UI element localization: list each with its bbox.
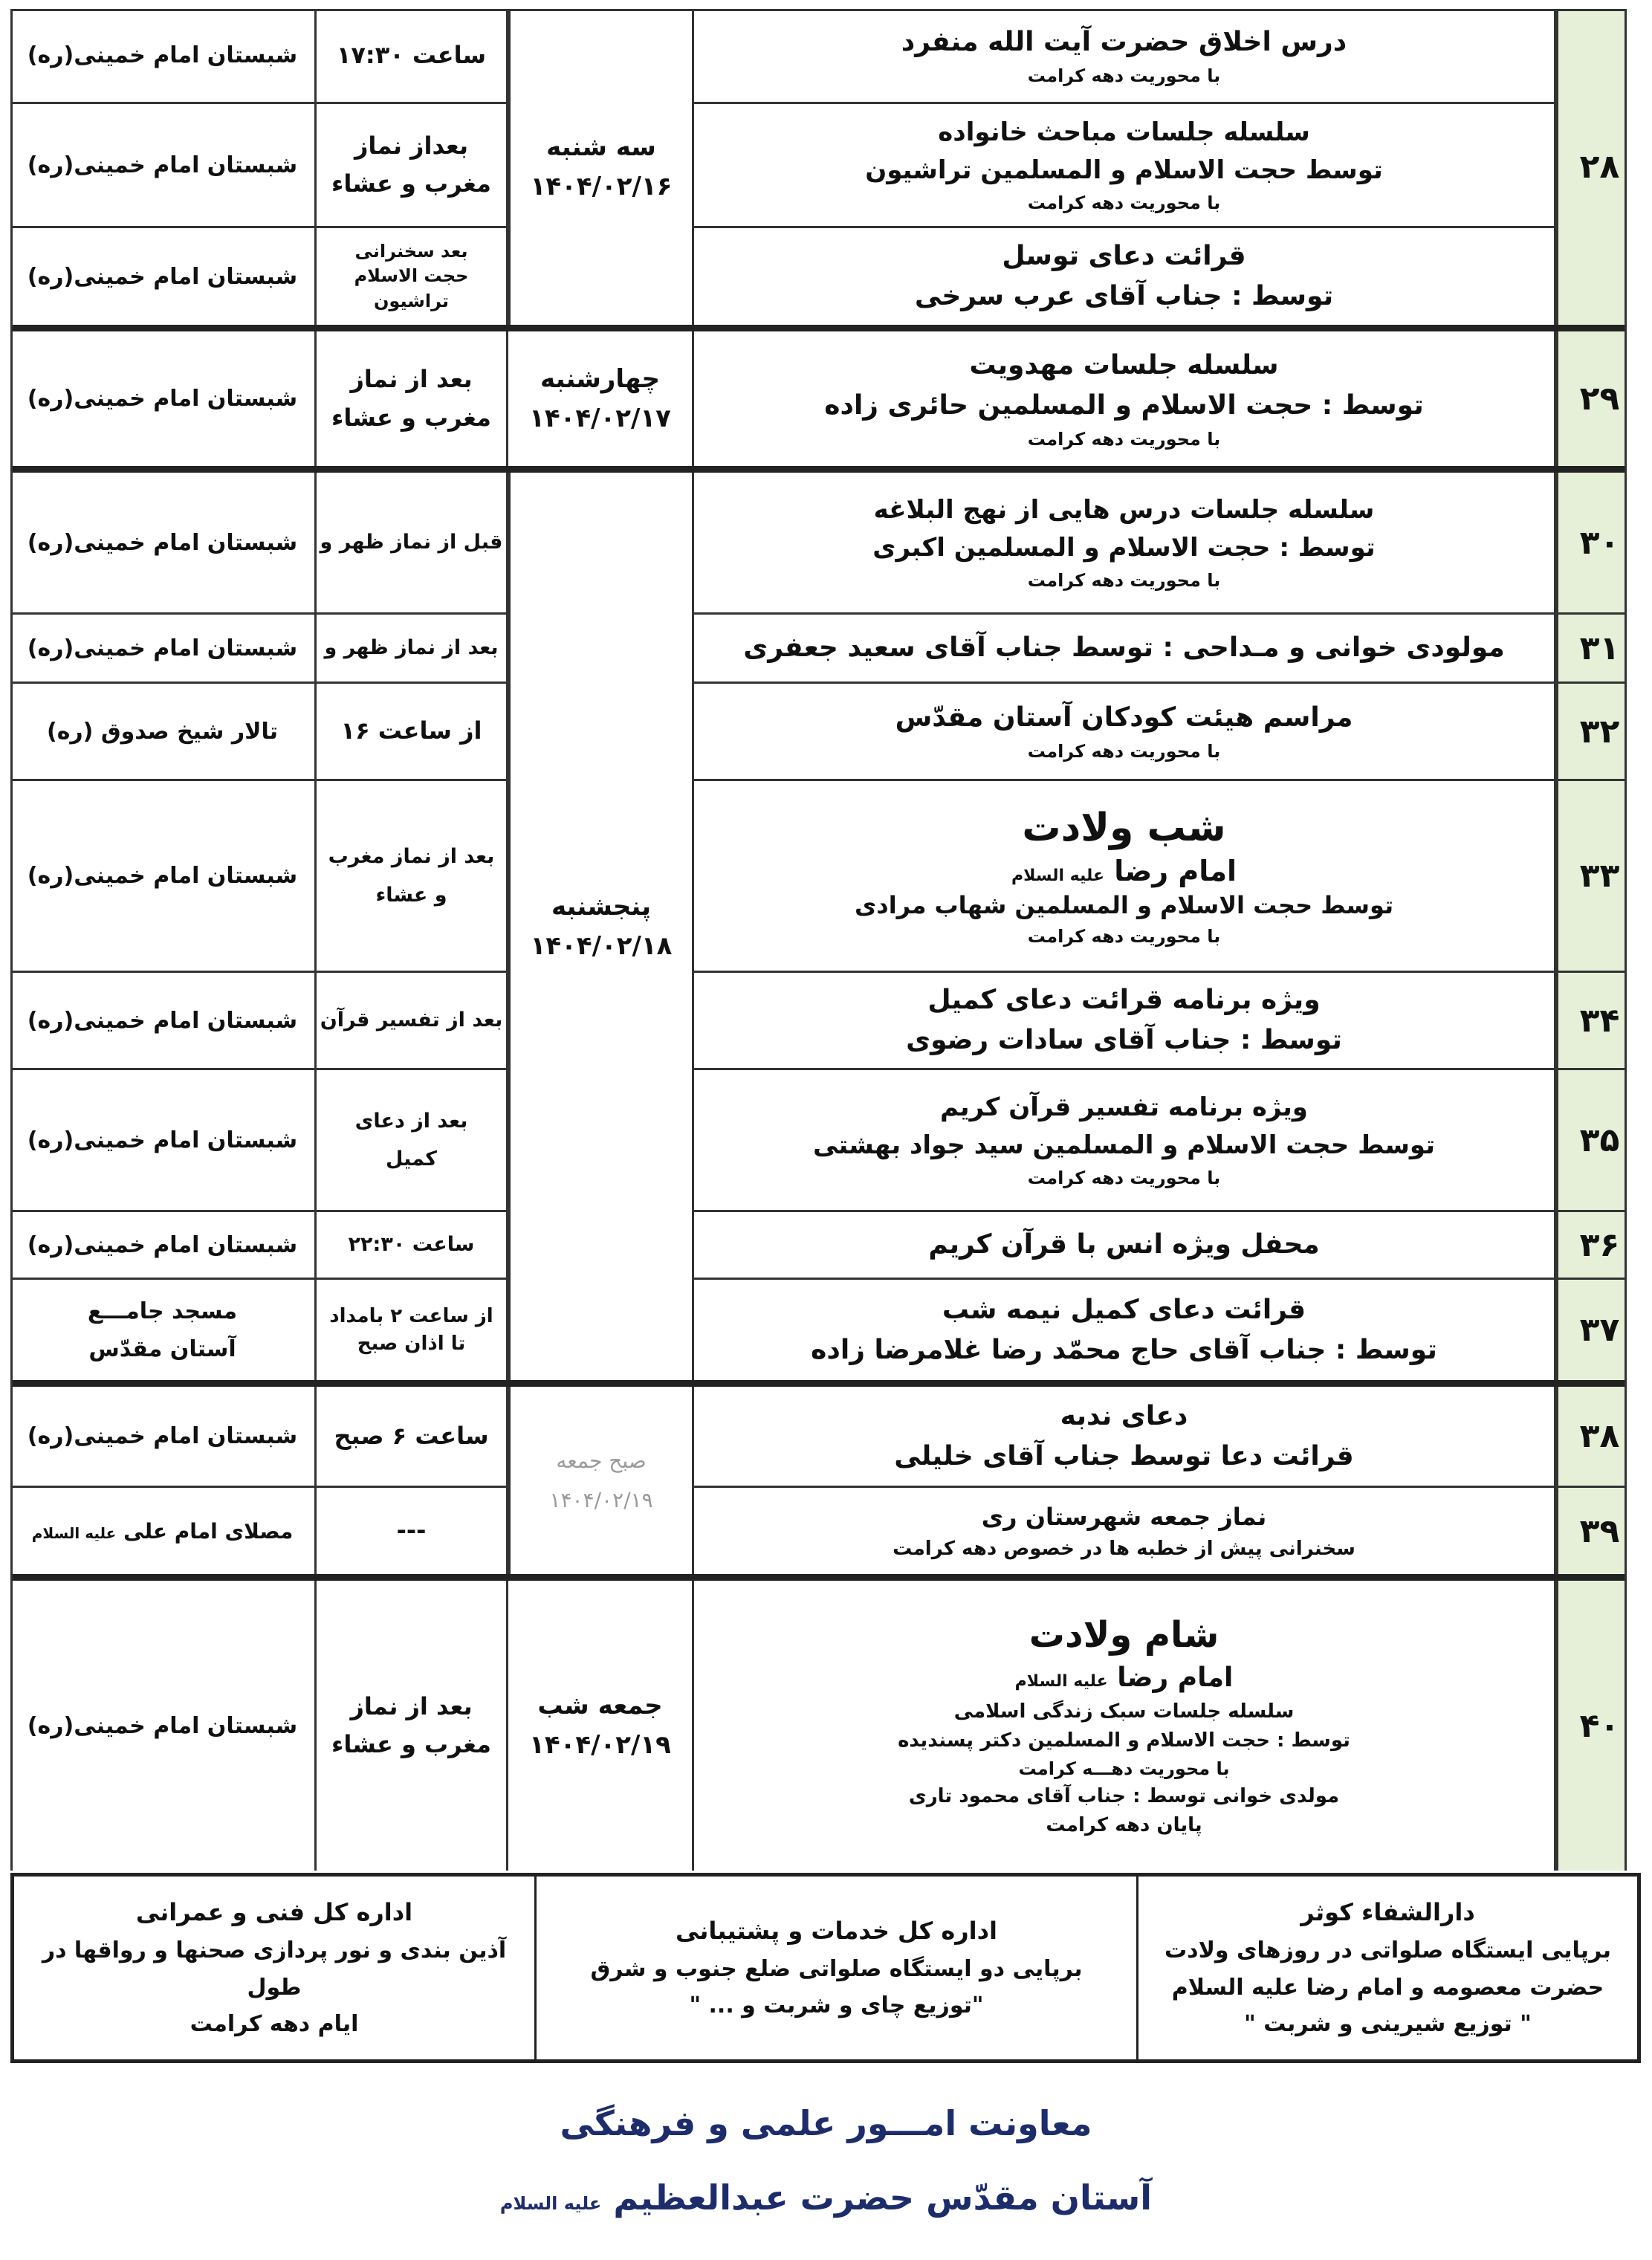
time-cell: [317, 1280, 508, 1380]
place-text: مصلای امام علی: [123, 1518, 294, 1544]
footer-line: برپایی دو ایستگاه صلواتی ضلع جنوب و شرق: [590, 1955, 1083, 1982]
day-name: جمعه شب: [537, 1691, 663, 1721]
table-row: [10, 228, 1641, 331]
event-title-cell: [694, 684, 1556, 779]
table-row: [10, 1280, 1641, 1387]
event-speaker: توسط : جناب آقای عرب سرخی: [914, 281, 1334, 311]
footer-line: ایام دهه کرامت: [190, 2011, 359, 2038]
place-text: شبستان امام خمینی(ره): [27, 1231, 298, 1258]
event-speaker: توسط : حجت الاسلام و المسلمین اکبری: [872, 533, 1376, 563]
day-name: صبح جمعه: [556, 1448, 647, 1473]
place-cell: [10, 1581, 317, 1871]
event-title: مولودی خوانی و مـداحی : توسط جناب آقای سعید جعفری: [743, 632, 1505, 663]
time-text: ساعت ۶ صبح: [334, 1421, 489, 1450]
table-row: [10, 1387, 1641, 1488]
time-cell: [317, 1387, 508, 1486]
right-margin: [1625, 9, 1641, 1871]
time-text: و عشاء: [375, 883, 447, 907]
place-text: شبستان امام خمینی(ره): [27, 152, 298, 178]
event-speaker: توسط : حجت الاسلام و المسلمین حائری زاده: [824, 389, 1424, 421]
honorific-text: علیه السلام: [31, 1524, 117, 1542]
table-row: [10, 1488, 1641, 1581]
footer-line: آذین بندی و نور پردازی صحنها و رواقها در طول: [42, 1937, 507, 2001]
time-cell: [317, 1488, 508, 1574]
event-speaker: توسط حجت الاسلام و المسلمین سید جواد بهشتی: [813, 1130, 1435, 1160]
place-cell: [10, 228, 317, 325]
event-subtitle: [1015, 1660, 1234, 1697]
footer-heading: اداره کل فنی و عمرانی: [135, 1898, 413, 1927]
table-row: [10, 331, 1641, 473]
event-detail: سلسله جلسات سبک زندگی اسلامی: [953, 1700, 1295, 1723]
footer-unit-services: [534, 1877, 1138, 2059]
place-text: شبستان امام خمینی(ره): [27, 1127, 298, 1153]
place-cell: [10, 615, 317, 681]
event-note: با محوریت دهه کرامت: [1027, 570, 1221, 591]
time-cell: [317, 973, 508, 1068]
footer-box: [10, 1873, 1641, 2063]
day-date: ۱۴۰۴/۰۲/۱۶: [530, 171, 673, 201]
event-title: درس اخلاق حضرت آیت الله منفرد: [901, 26, 1347, 57]
place-text: شبستان امام خمینی(ره): [27, 635, 298, 661]
time-cell: [317, 781, 508, 971]
event-speaker: توسط : جناب آقای سادات رضوی: [906, 1025, 1342, 1055]
day-cell: [508, 331, 694, 466]
day-date: ۱۴۰۴/۰۲/۱۷: [529, 403, 671, 433]
time-cell: [317, 331, 508, 466]
event-title-cell: [694, 973, 1556, 1068]
time-text: مغرب و عشاء: [331, 1730, 491, 1758]
event-title-cell: [694, 104, 1556, 226]
day-name: پنجشنبه: [551, 891, 652, 922]
footer-heading: دارالشفاء کوثر: [1300, 1898, 1475, 1927]
event-title: سلسله جلسات درس هایی از نهج البلاغه: [873, 495, 1375, 525]
row-number-text: ۳۱: [1579, 629, 1620, 667]
event-title: شام ولادت: [1029, 1614, 1219, 1657]
schedule-table: [10, 9, 1641, 1871]
day-date: ۱۴۰۴/۰۲/۱۹: [529, 1730, 671, 1760]
honorific-text: علیه السلام: [1011, 866, 1105, 885]
time-text: ساعت ۱۷:۳۰: [336, 40, 487, 69]
event-title-cell: [694, 473, 1556, 612]
event-note: با محوریت دهه کرامت: [1027, 428, 1221, 450]
signature-org: آستان مقدّس حضرت عبدالعظیم: [613, 2178, 1153, 2218]
table-row: [10, 1070, 1641, 1212]
table-row: [10, 781, 1641, 973]
event-title-cell: [694, 1070, 1556, 1210]
time-cell: [317, 228, 508, 325]
event-title-cell: [694, 1212, 1556, 1278]
time-text: بعد از نماز: [350, 1691, 473, 1720]
place-cell: [10, 1280, 317, 1380]
table-row: [10, 9, 1641, 104]
time-text: مغرب و عشاء: [331, 403, 491, 432]
event-speaker: قرائت دعا توسط جناب آقای خلیلی: [894, 1440, 1354, 1471]
time-text: بعد از نماز ظهر و: [324, 636, 499, 660]
event-detail: پایان دهه کرامت: [1046, 1813, 1202, 1836]
event-title-cell: [694, 781, 1556, 971]
time-cell: [317, 473, 508, 612]
table-row: [10, 473, 1641, 615]
time-text: حجت الاسلام تراشیون: [354, 265, 469, 311]
row-number-text: ۳۵: [1579, 1121, 1620, 1159]
event-title: دعای ندبه: [1060, 1400, 1188, 1431]
place-cell: [10, 973, 317, 1068]
place-cell: [10, 1070, 317, 1210]
time-cell: [317, 1212, 508, 1278]
event-title: ویژه برنامه قرائت دعای کمیل: [927, 985, 1321, 1015]
place-cell: [10, 473, 317, 612]
event-title-cell: [694, 1280, 1556, 1380]
event-note: با محوریت دهه کرامت: [1027, 925, 1221, 947]
row-number-text: ۳۴: [1579, 1001, 1620, 1040]
place-text: شبستان امام خمینی(ره): [27, 863, 298, 889]
time-text: کمیل: [386, 1147, 437, 1171]
place-cell: [10, 104, 317, 226]
row-number-text: ۳۰: [1579, 523, 1620, 562]
event-note: با محوریت دهه کرامت: [1027, 192, 1221, 213]
row-number-text: ۳۷: [1579, 1311, 1620, 1349]
place-text: شبستان امام خمینی(ره): [27, 263, 298, 290]
event-title: مراسم هیئت کودکان آستان مقدّس: [895, 702, 1353, 733]
row-number-text: ۳۳: [1579, 857, 1620, 895]
time-cell: [317, 104, 508, 226]
place-text: شبستان امام خمینی(ره): [27, 529, 298, 556]
event-speaker: توسط حجت الاسلام و المسلمین تراشیون: [865, 155, 1383, 185]
table-row: [10, 973, 1641, 1070]
time-text: بعد سخنرانی: [354, 240, 468, 262]
signature-line2: [0, 2178, 1652, 2218]
place-cell: [10, 781, 317, 971]
day-cell: [508, 9, 694, 325]
event-title-cell: [694, 1581, 1556, 1871]
signature-honorific: علیه السلام: [499, 2193, 602, 2214]
event-title-cell: [694, 615, 1556, 681]
footer-unit-technical: [14, 1877, 534, 2059]
footer-unit-kowsar: [1138, 1877, 1637, 2059]
place-cell: [10, 9, 317, 102]
day-name: چهارشنبه: [540, 363, 661, 394]
time-cell: [317, 9, 508, 102]
place-cell: [10, 1387, 317, 1486]
event-note: با محوریت دهه کرامت: [1027, 65, 1221, 86]
place-text: شبستان امام خمینی(ره): [27, 42, 298, 68]
subtitle-text: امام رضا: [1117, 1662, 1234, 1694]
event-title: ویژه برنامه تفسیر قرآن کریم: [940, 1092, 1308, 1122]
time-text: ---: [396, 1516, 427, 1545]
table-row: [10, 684, 1641, 781]
event-speaker: توسط حجت الاسلام و المسلمین شهاب مرادی: [854, 890, 1394, 919]
event-title: قرائت دعای کمیل نیمه شب: [942, 1294, 1306, 1325]
event-note: با محوریت دهـــه کرامت: [1018, 1758, 1230, 1779]
time-text: از ساعت ۱۶: [340, 716, 482, 745]
day-date: ۱۴۰۴/۰۲/۱۹: [549, 1488, 653, 1512]
event-title: محفل ویژه انس با قرآن کریم: [928, 1229, 1320, 1260]
time-text: بعد از دعای: [354, 1109, 468, 1133]
time-cell: [317, 1070, 508, 1210]
day-cell: [508, 473, 694, 1380]
time-text: بعد از تفسیر قرآن: [320, 1008, 503, 1032]
table-row: [10, 615, 1641, 684]
event-note: سخنرانی پیش از خطبه ها در خصوص دهه کرامت: [893, 1537, 1355, 1560]
row-number-text: ۳۶: [1579, 1225, 1620, 1264]
time-text: بعداز نماز: [354, 131, 468, 160]
time-text: تا اذان صبح: [357, 1332, 466, 1355]
place-text: شبستان امام خمینی(ره): [27, 1712, 298, 1739]
place-cell: [10, 1488, 317, 1574]
day-date: ۱۴۰۴/۰۲/۱۸: [530, 930, 673, 961]
time-text: قبل از نماز ظهر و: [320, 531, 503, 554]
event-note: با محوریت دهه کرامت: [1027, 741, 1221, 762]
time-text: بعد از نماز مغرب: [328, 845, 495, 869]
event-detail: مولدی خوانی توسط : جناب آقای محمود تاری: [908, 1784, 1340, 1807]
day-name: سه شنبه: [546, 132, 656, 162]
day-cell: [508, 1387, 694, 1574]
time-text: از ساعت ۲ بامداد: [329, 1305, 493, 1328]
event-title-cell: [694, 228, 1556, 325]
footer-line: برپایی ایستگاه صلواتی در روزهای ولادت: [1165, 1937, 1611, 1964]
row-number-text: ۴۰: [1579, 1706, 1620, 1745]
event-speaker: توسط : حجت الاسلام و المسلمین دکتر پسندیده: [898, 1729, 1350, 1752]
time-text: بعد از نماز: [350, 365, 473, 394]
event-title: نماز جمعه شهرستان ری: [981, 1502, 1267, 1531]
time-text: ساعت ۲۲:۳۰: [348, 1233, 475, 1257]
footer-heading: اداره کل خدمات و پشتیبانی: [676, 1917, 997, 1946]
signature-line1: معاونت امـــور علمی و فرهنگی: [560, 2103, 1092, 2143]
place-cell: [10, 331, 317, 466]
row-number-text: ۳۲: [1579, 712, 1620, 751]
place-text: شبستان امام خمینی(ره): [27, 1007, 298, 1034]
row-number-text: ۲۹: [1579, 380, 1620, 418]
subtitle-text: امام رضا: [1114, 854, 1237, 887]
event-note: با محوریت دهه کرامت: [1027, 1168, 1221, 1188]
time-cell: [317, 615, 508, 681]
footer-line: " توزیع شیرینی و شربت ": [1244, 2011, 1532, 2038]
event-subtitle: [1011, 855, 1237, 887]
event-title-cell: [694, 9, 1556, 102]
event-title-cell: [694, 1488, 1556, 1574]
place-text: آستان مقدّس: [88, 1335, 236, 1362]
event-title: سلسله جلسات مهدویت: [969, 349, 1279, 381]
row-number-text: ۲۸: [1579, 148, 1620, 186]
row-number-text: ۳۸: [1579, 1417, 1620, 1455]
event-title: قرائت دعای توسل: [1002, 241, 1246, 271]
time-cell: [317, 1581, 508, 1871]
place-cell: [10, 1212, 317, 1278]
row-number-text: ۳۹: [1579, 1512, 1620, 1550]
table-row: [10, 104, 1641, 228]
event-title: سلسله جلسات مباحث خانواده: [938, 117, 1310, 147]
table-row: [10, 1581, 1641, 1871]
place-text: شبستان امام خمینی(ره): [27, 1423, 298, 1449]
event-speaker: توسط : جناب آقای حاج محمّد رضا غلامرضا زاده: [811, 1334, 1437, 1365]
table-row: [10, 1212, 1641, 1280]
place-text: شبستان امام خمینی(ره): [27, 386, 298, 412]
time-text: مغرب و عشاء: [331, 169, 491, 198]
event-title-cell: [694, 1387, 1556, 1486]
footer-line: حضرت معصومه و امام رضا علیه السلام: [1171, 1974, 1604, 2001]
honorific-text: علیه السلام: [1014, 1672, 1108, 1691]
place-cell: [10, 684, 317, 779]
event-title: شب ولادت: [1022, 806, 1226, 851]
place-text: تالار شیخ صدوق (ره): [46, 718, 279, 745]
day-cell: [508, 1581, 694, 1871]
right-border: [1625, 9, 1627, 1871]
event-title-cell: [694, 331, 1556, 466]
place-text: مسجد جامـــع: [87, 1298, 238, 1324]
time-cell: [317, 684, 508, 779]
footer-line: "توزیع چای و شربت و ... ": [689, 1992, 984, 2019]
